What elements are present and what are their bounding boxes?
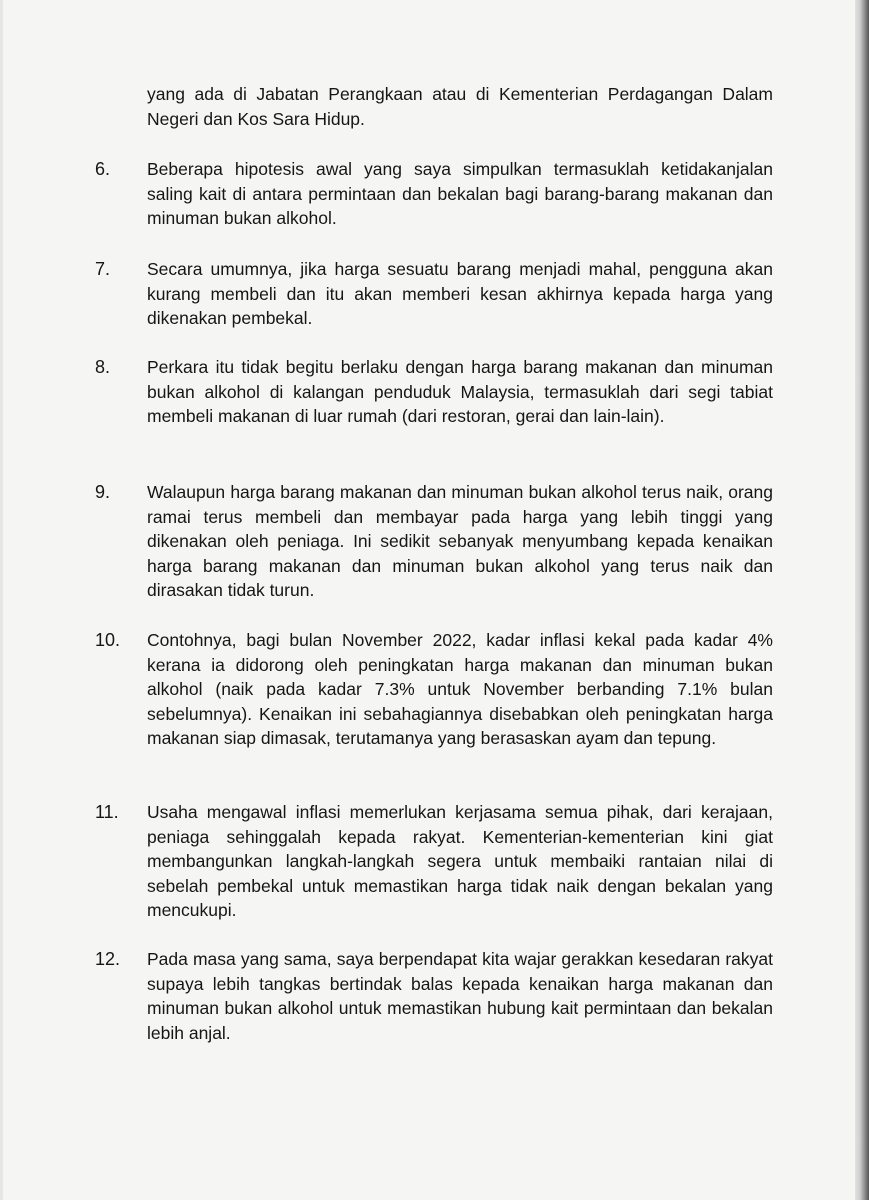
page-edge-shadow [855, 0, 869, 1200]
paragraph-number: 9. [95, 482, 111, 502]
paragraph-text: Beberapa hipotesis awal yang saya simpulkan termasuklah ketidakanjalan saling kait di antara permintaan dan bekalan bagi barang-barang makanan dan minuman bukan alkohol. [147, 159, 773, 228]
paragraph-text: Walaupun harga barang makanan dan minuman bukan alkohol terus naik, orang ramai terus membeli dan membayar pada harga yang lebih tinggi yang dikenakan oleh peniaga. Ini sedikit sebanyak menyumbang kepada kenaikan harga barang makanan dan minuman bukan alkohol yang terus naik dan dirasakan tidak turun. [147, 482, 773, 600]
paragraph-text: Perkara itu tidak begitu berlaku dengan harga barang makanan dan minuman bukan alkohol di kalangan penduduk Malaysia, termasuklah dari segi tabiat membeli makanan di luar rumah (dari restoran, gerai dan lain-lain). [147, 357, 773, 426]
paragraph-number: 11. [95, 802, 119, 822]
paragraph-number: 12. [95, 949, 121, 969]
paragraph-text: Secara umumnya, jika harga sesuatu barang menjadi mahal, pengguna akan kurang membeli dan itu akan memberi kesan akhirnya kepada harga yang dikenakan pembekal. [147, 259, 773, 328]
paragraph-number: 8. [95, 357, 111, 377]
paragraph-number: 10. [95, 630, 121, 650]
paragraph-number: 6. [95, 159, 111, 179]
paragraph-text: Usaha mengawal inflasi memerlukan kerjasama semua pihak, dari kerajaan, peniaga sehinggalah kepada rakyat. Kementerian-kementerian kini giat membangunkan langkah-langkah segera untuk membaiki rantaian nilai di sebelah pembekal untuk memastikan harga tidak naik dengan bekalan yang mencukupi. [147, 802, 773, 920]
paragraph-text: Pada masa yang sama, saya berpendapat kita wajar gerakkan kesedaran rakyat supaya lebih tangkas bertindak balas kepada kenaikan harga makanan dan minuman bukan alkohol untuk memastikan hubung kait permintaan dan bekalan lebih anjal. [147, 949, 773, 1043]
paragraph-text: yang ada di Jabatan Perangkaan atau di Kementerian Perdagangan Dalam Negeri dan Kos Sara Hidup. [147, 84, 773, 129]
paragraph-number: 7. [95, 259, 111, 279]
paragraph-text: Contohnya, bagi bulan November 2022, kadar inflasi kekal pada kadar 4% kerana ia didorong oleh peningkatan harga makanan dan minuman bukan alkohol (naik pada kadar 7.3% untuk November berbanding 7.1% bulan sebelumnya). Kenaikan ini sebahagiannya disebabkan oleh peningkatan harga makanan siap dimasak, terutamanya yang berasaskan ayam dan tepung. [147, 630, 773, 748]
